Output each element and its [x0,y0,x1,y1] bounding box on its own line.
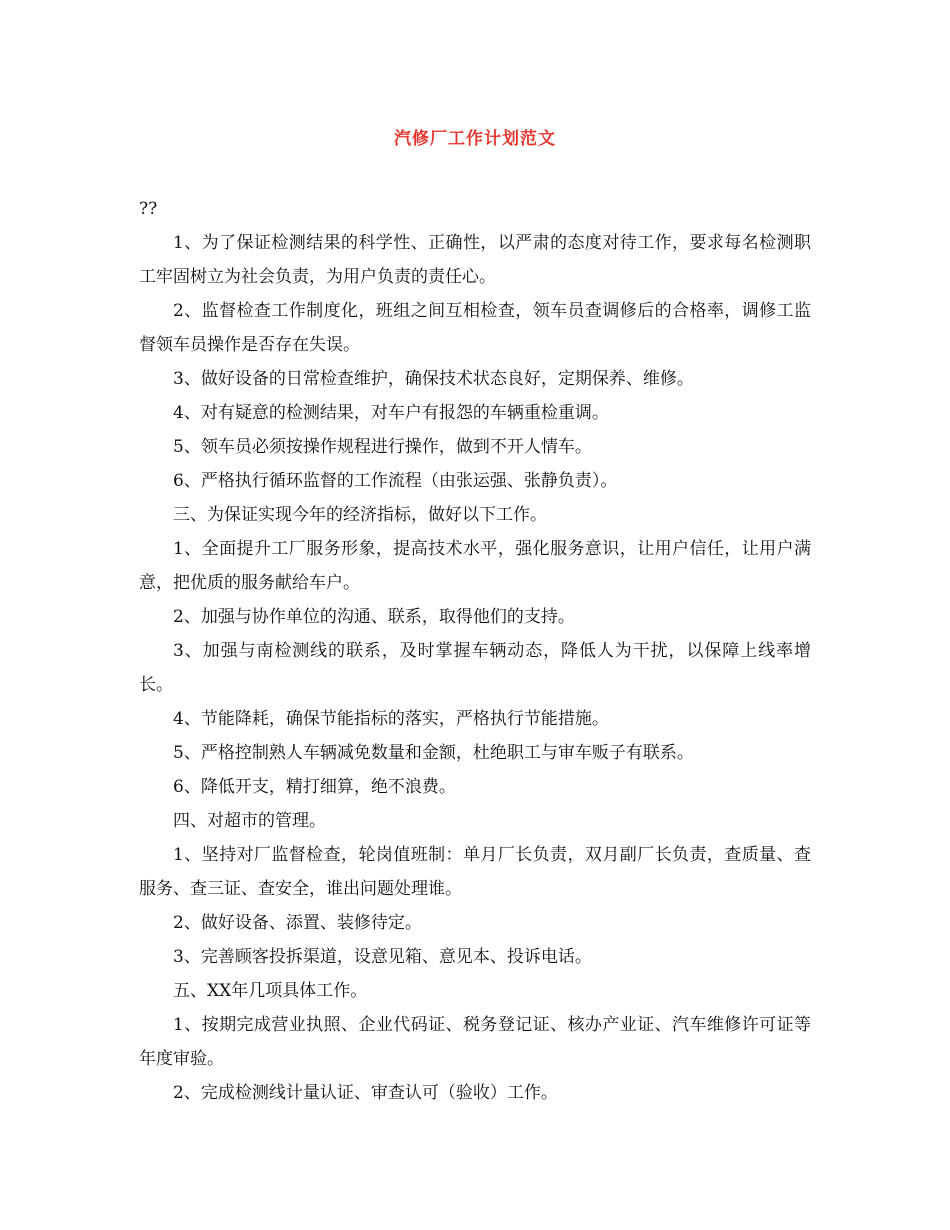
paragraph-4: 4、对有疑意的检测结果，对车户有报怨的车辆重检重调。 [173,403,609,423]
section-heading-4: 四、对超市的管理。 [173,811,326,831]
paragraph-0: ?? [139,199,158,219]
document-body [139,192,811,1110]
paragraph-2: 2、监督检查工作制度化，班组之间互相检查，领车员查调修后的合格率，调修工监督领车员操作是否存在失误。 [139,301,811,355]
paragraph-20: 2、完成检测线计量认证、审查认可（验收）工作。 [173,1083,558,1103]
paragraph-6: 6、严格执行循环监督的工作流程（由张运强、张静负责）。 [173,471,618,491]
paragraph-17: 3、完善顾客投拆渠道，设意见箱、意见本、投诉电话。 [173,947,592,967]
paragraph-12: 5、严格控制熟人车辆减免数量和金额，杜绝职工与审车贩子有联系。 [173,743,694,763]
paragraph-19: 1、按期完成营业执照、企业代码证、税务登记证、核办产业证、汽车维修许可证等年度审验。 [139,1015,811,1069]
paragraph-5: 5、领车员必须按操作规程进行操作，做到不开人情车。 [173,437,592,457]
paragraph-9: 2、加强与协作单位的沟通、联系，取得他们的支持。 [173,607,575,627]
section-heading-3: 三、为保证实现今年的经济指标，做好以下工作。 [173,505,547,525]
paragraph-10: 3、加强与南检测线的联系，及时掌握车辆动态，降低人为干扰，以保障上线率增长。 [139,641,811,695]
paragraph-13: 6、降低开支，精打细算，绝不浪费。 [173,777,456,797]
paragraph-3: 3、做好设备的日常检查维护，确保技术状态良好，定期保养、维修。 [173,369,694,389]
paragraph-11: 4、节能降耗，确保节能指标的落实，严格执行节能措施。 [173,709,609,729]
paragraph-15: 1、坚持对厂监督检查，轮岗值班制：单月厂长负责，双月副厂长负责，查质量、查服务、查三证、查安全，谁出问题处理谁。 [139,845,811,899]
section-heading-5: 五、XX年几项具体工作。 [173,981,368,1001]
paragraph-16: 2、做好设备、添置、装修待定。 [173,913,422,933]
paragraph-1: 1、为了保证检测结果的科学性、正确性，以严肃的态度对待工作，要求每名检测职工牢固树立为社会负责，为用户负责的责任心。 [139,233,811,287]
document-title: 汽修厂工作计划范文 [394,129,556,149]
paragraph-8: 1、全面提升工厂服务形象，提高技术水平，强化服务意识，让用户信任，让用户满意，把优质的服务献给车户。 [139,539,811,593]
